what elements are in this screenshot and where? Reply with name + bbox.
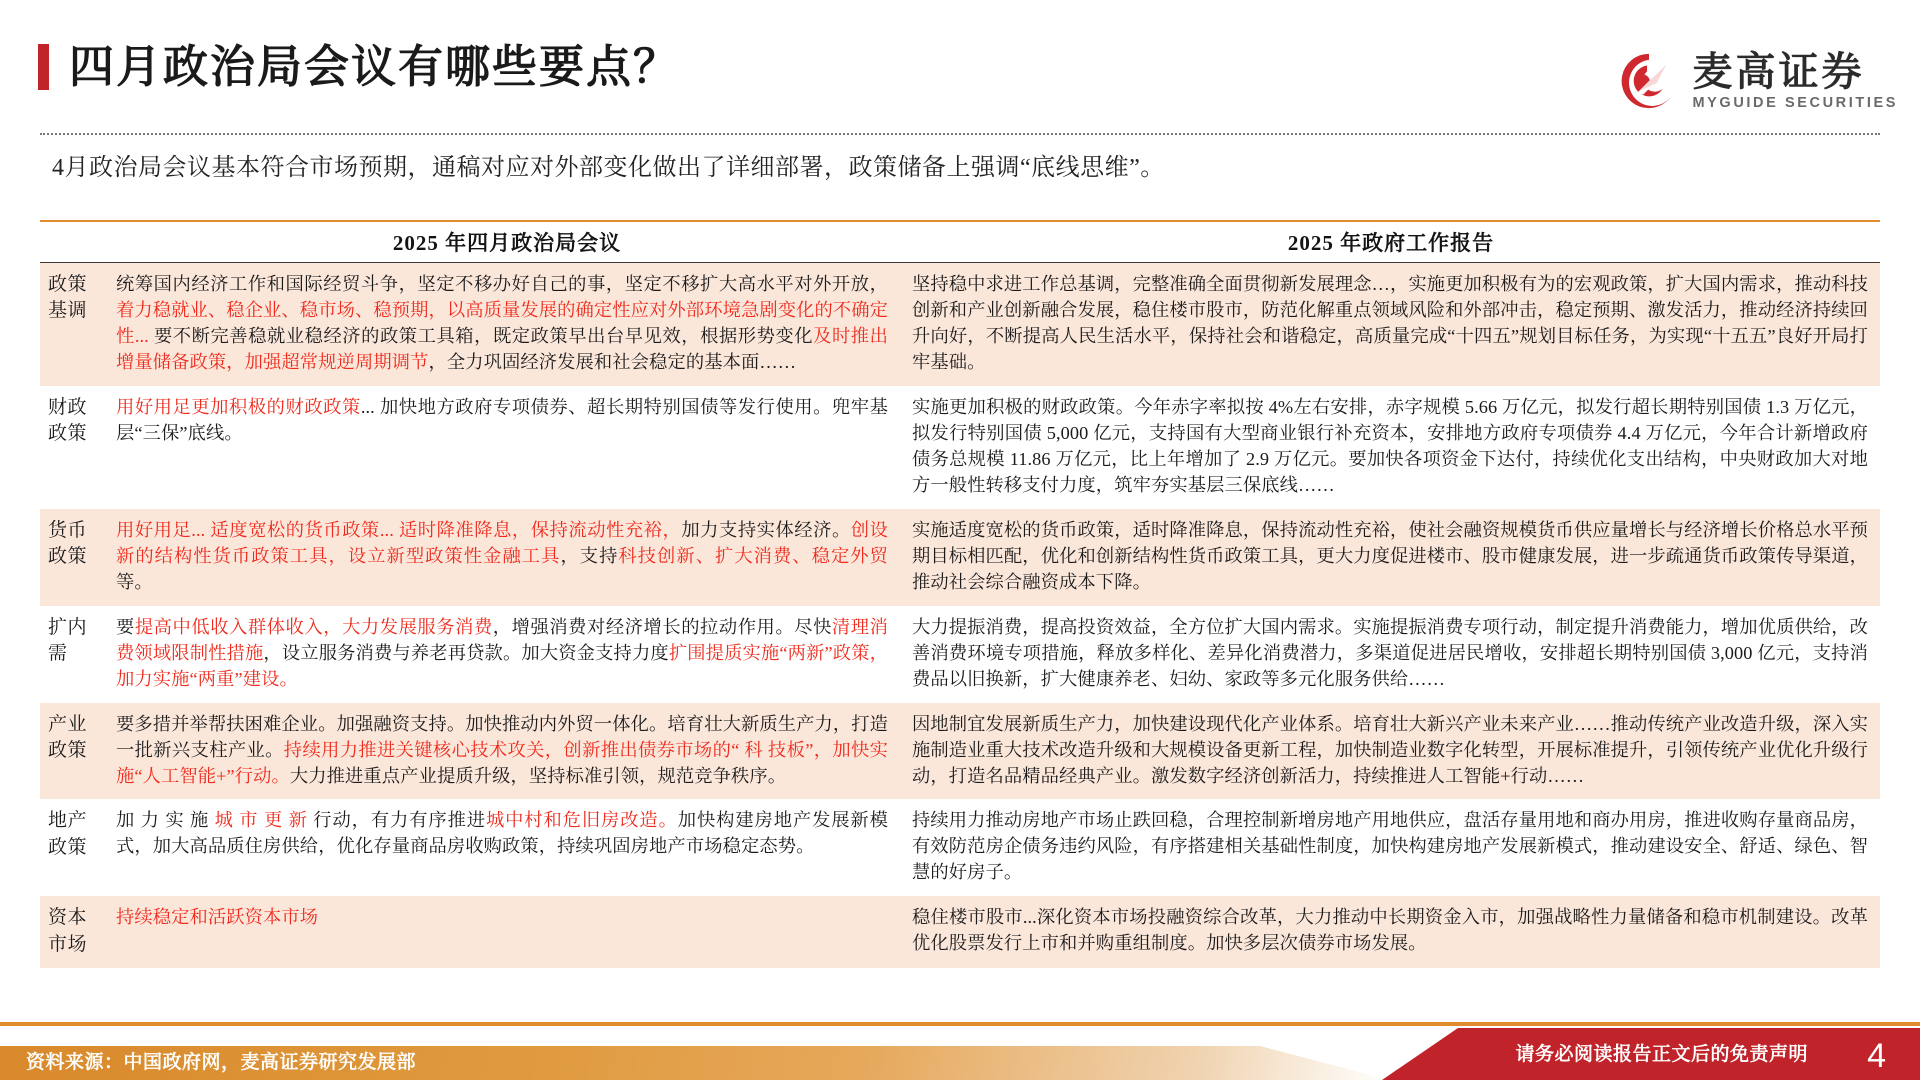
plain-text: ... 加快地方政府专项债券、超长期特别国债等发行使用。兜牢基层“三保”底线。 <box>116 396 888 443</box>
myguide-logo-icon <box>1618 50 1680 112</box>
gov-report-cell-3 <box>902 606 1880 703</box>
brand-name-cn: 麦高证券 <box>1692 50 1865 94</box>
table-row <box>40 896 1880 967</box>
plain-text: 要 <box>116 616 135 637</box>
highlight-text: 清理消费领域限制性措施 <box>116 616 888 663</box>
brand-name-en: MYGUIDE SECURITIES <box>1692 95 1898 111</box>
header-cell-politburo: 2025 年四月政治局会议 <box>112 221 902 263</box>
gov-report-cell-5 <box>902 799 1880 896</box>
gov-report-cell-1 <box>902 386 1880 509</box>
gov-report-cell-4 <box>902 703 1880 800</box>
highlight-text: 持续用力推进关键核心技术攻关，创新推出债券市场的“ 科 技板”，加快实施“人工智能+”行动。 <box>116 739 889 786</box>
footer-page-number: 4 <box>1867 1037 1886 1075</box>
plain-text: 加快构建房地产发展新模式，加大高品质住房供给，优化存量商品房收购政策，持续巩固房地产市场稳定态势。 <box>116 810 888 857</box>
header-cell-gov-report: 2025 年政府工作报告 <box>902 221 1880 263</box>
page-footer <box>0 1028 1920 1080</box>
plain-text: 大力推进重点产业提质升级，坚持标准引领，规范竞争秩序。 <box>289 765 787 786</box>
table-header-row <box>40 221 1880 263</box>
highlight-text: 提高中低收入群体收入，大力发展服务消费 <box>134 616 493 637</box>
highlight-text: 及时推出增量储备政策，加强超常规逆周期调节 <box>116 325 888 372</box>
gov-report-cell-2 <box>902 509 1880 606</box>
plain-text: 坚持稳中求进工作总基调，完整准确全面贯彻新发展理念…，实施更加积极有为的宏观政策，扩大国内需求，推动科技创新和产业创新融合发展，稳住楼市股市，防范化解重点领域风险和外部冲击，稳定预期、激发活力，推动经济持续回升向好，不断提高人民生活水平，保持社会和谐稳定，高质量完成“十四五”规划目标任务，为实现“十五五”良好开局打牢基础。 <box>912 274 1868 372</box>
plain-text: 实施适度宽松的货币政策，适时降准降息，保持流动性充裕，使社会融资规模货币供应量增长与经济增长价格总水平预期目标相匹配，优化和创新结构性货币政策工具，更大力度促进楼市、股市健康发展，进一步疏通货币政策传导渠道，推动社会综合融资成本下降。 <box>912 519 1868 592</box>
highlight-text: 科技创新、扩大消费、稳定外贸 <box>618 545 888 566</box>
row-category-0: 政策 基调 <box>40 263 112 386</box>
plain-text: 持续用力推动房地产市场止跌回稳，合理控制新增房地产用地供应，盘活存量用地和商办用房，推进收购存量商品房，有效防范房企债务违约风险，有序搭建相关基础性制度，加快构建房地产发展新模式，推动建设安全、舒适、绿色、智慧的好房子。 <box>912 810 1868 883</box>
plain-text: ，设立服务消费与养老再贷款。加大资金支持力度 <box>263 642 669 663</box>
plain-text: ，支持 <box>560 545 619 566</box>
politburo-cell-3 <box>112 606 902 703</box>
politburo-cell-2 <box>112 509 902 606</box>
table-body <box>40 263 1880 968</box>
highlight-text: 用好用足... 适度宽松的货币政策... 适时降准降息，保持流动性充裕， <box>116 519 682 540</box>
brand-logo <box>1618 50 1898 112</box>
politburo-cell-0 <box>112 263 902 386</box>
highlight-text: 城 市 更 新 <box>214 810 314 831</box>
plain-text: 统筹国内经济工作和国际经贸斗争，坚定不移办好自己的事，坚定不移扩大高水平对外开放， <box>116 274 888 294</box>
plain-text: 等。 <box>116 571 153 592</box>
row-category-1: 财政 政策 <box>40 386 112 509</box>
highlight-text: 创设新的结构性货币政策工具，设立新型政策性金融工具 <box>116 519 889 566</box>
comparison-table <box>40 220 1880 968</box>
footer-source: 资料来源：中国政府网，麦高证券研究发展部 <box>26 1052 417 1073</box>
gov-report-cell-6 <box>902 896 1880 967</box>
highlight-text: 用好用足更加积极的财政政策 <box>116 396 361 417</box>
row-category-6: 资本 市场 <box>40 896 112 967</box>
plain-text: 因地制宜发展新质生产力，加快建设现代化产业体系。培育壮大新兴产业未来产业……推动传统产业改造升级，深入实施制造业重大技术改造升级和大规模设备更新工程，加快制造业数字化转型，开展标准提升，引领传统产业优化升级行动，打造名品精品经典产业。激发数字经济创新活力，持续推进人工智能+行动…… <box>912 713 1868 786</box>
table-row <box>40 509 1880 606</box>
plain-text: ，全力巩固经济发展和社会稳定的基本面…… <box>428 351 797 372</box>
page-title: 四月政治局会议有哪些要点？ <box>69 41 681 92</box>
politburo-cell-5 <box>112 799 902 896</box>
highlight-text: 城中村和危旧房改造。 <box>485 810 678 831</box>
plain-text: 大力提振消费，提高投资效益，全方位扩大国内需求。实施提振消费专项行动，制定提升消费能力，增加优质供给，改善消费环境专项措施，释放多样化、差异化消费潜力，多渠道促进居民增收，安排超长期特别国债 3,000 亿元，支持消费品以旧换新，扩大健康养老、妇幼、家政等多元化服务供给…… <box>912 616 1868 689</box>
highlight-text: 着力稳就业、稳企业、稳市场、稳预期，以高质量发展的确定性应对外部环境急剧变化的不确定性... <box>116 299 889 346</box>
plain-text: 稳住楼市股市...深化资本市场投融资综合改革，大力推动中长期资金入市，加强战略性力量储备和稳市机制建设。改革优化股票发行上市和并购重组制度。加快多层次债券市场发展。 <box>912 907 1868 954</box>
page-title-block <box>38 41 681 92</box>
table-row <box>40 263 1880 386</box>
table-row <box>40 386 1880 509</box>
brand-text <box>1692 51 1898 111</box>
footer-disclaimer: 请务必阅读报告正文后的免责声明 <box>1515 1044 1808 1065</box>
lead-paragraph: 4月政治局会议基本符合市场预期，通稿对应对外部变化做出了详细部署，政策储备上强调“底线思维”。 <box>52 155 1165 181</box>
title-accent-bar <box>38 44 49 90</box>
table-row <box>40 799 1880 896</box>
politburo-cell-6 <box>112 896 902 967</box>
row-category-3: 扩内 需 <box>40 606 112 703</box>
politburo-cell-4 <box>112 703 902 800</box>
plain-text: 要不断完善稳就业稳经济的政策工具箱，既定政策早出台早见效，根据形势变化 <box>148 325 814 346</box>
row-category-2: 货币 政策 <box>40 509 112 606</box>
plain-text: 加 力 实 施 <box>116 810 215 831</box>
plain-text: ，增强消费对经济增长的拉动作用。尽快 <box>492 616 832 637</box>
plain-text: 实施更加积极的财政政策。今年赤字率拟按 4%左右安排，赤字规模 5.66 万亿元，拟发行超长期特别国债 1.3 万亿元，拟发行特别国债 5,000 亿元，支持国有大型商业银行补充资本，安排地方政府专项债券 4.4 万亿元，今年合计新增政府债务总规模 11.86 万亿元，比上年增加了 2.9 万亿元。要加快各项资金下达付，持续优化支出结构，中央财政加大对地方一般性转移支付力度，筑牢夯实基层三保底线…… <box>912 396 1868 495</box>
politburo-cell-1 <box>112 386 902 509</box>
header-divider <box>40 133 1880 135</box>
header-cell-category <box>40 221 112 263</box>
row-category-5: 地产 政策 <box>40 799 112 896</box>
highlight-text: 持续稳定和活跃资本市场 <box>116 907 319 928</box>
highlight-text: 扩围提质实施“两新”政策，加力实施“两重”建设。 <box>116 642 888 689</box>
table-row <box>40 703 1880 800</box>
plain-text: 要多措并举帮扶困难企业。加强融资支持。加快推动内外贸一体化。培育壮大新质生产力，打造一批新兴支柱产业。 <box>116 713 889 760</box>
plain-text: 行动，有力有序推进 <box>313 810 486 831</box>
footer-top-rule <box>0 1022 1920 1026</box>
comparison-table-wrap <box>40 220 1880 968</box>
table-row <box>40 606 1880 703</box>
plain-text: 加力支持实体经济。 <box>681 519 851 540</box>
page-header <box>0 0 1920 118</box>
row-category-4: 产业 政策 <box>40 703 112 800</box>
gov-report-cell-0 <box>902 263 1880 386</box>
